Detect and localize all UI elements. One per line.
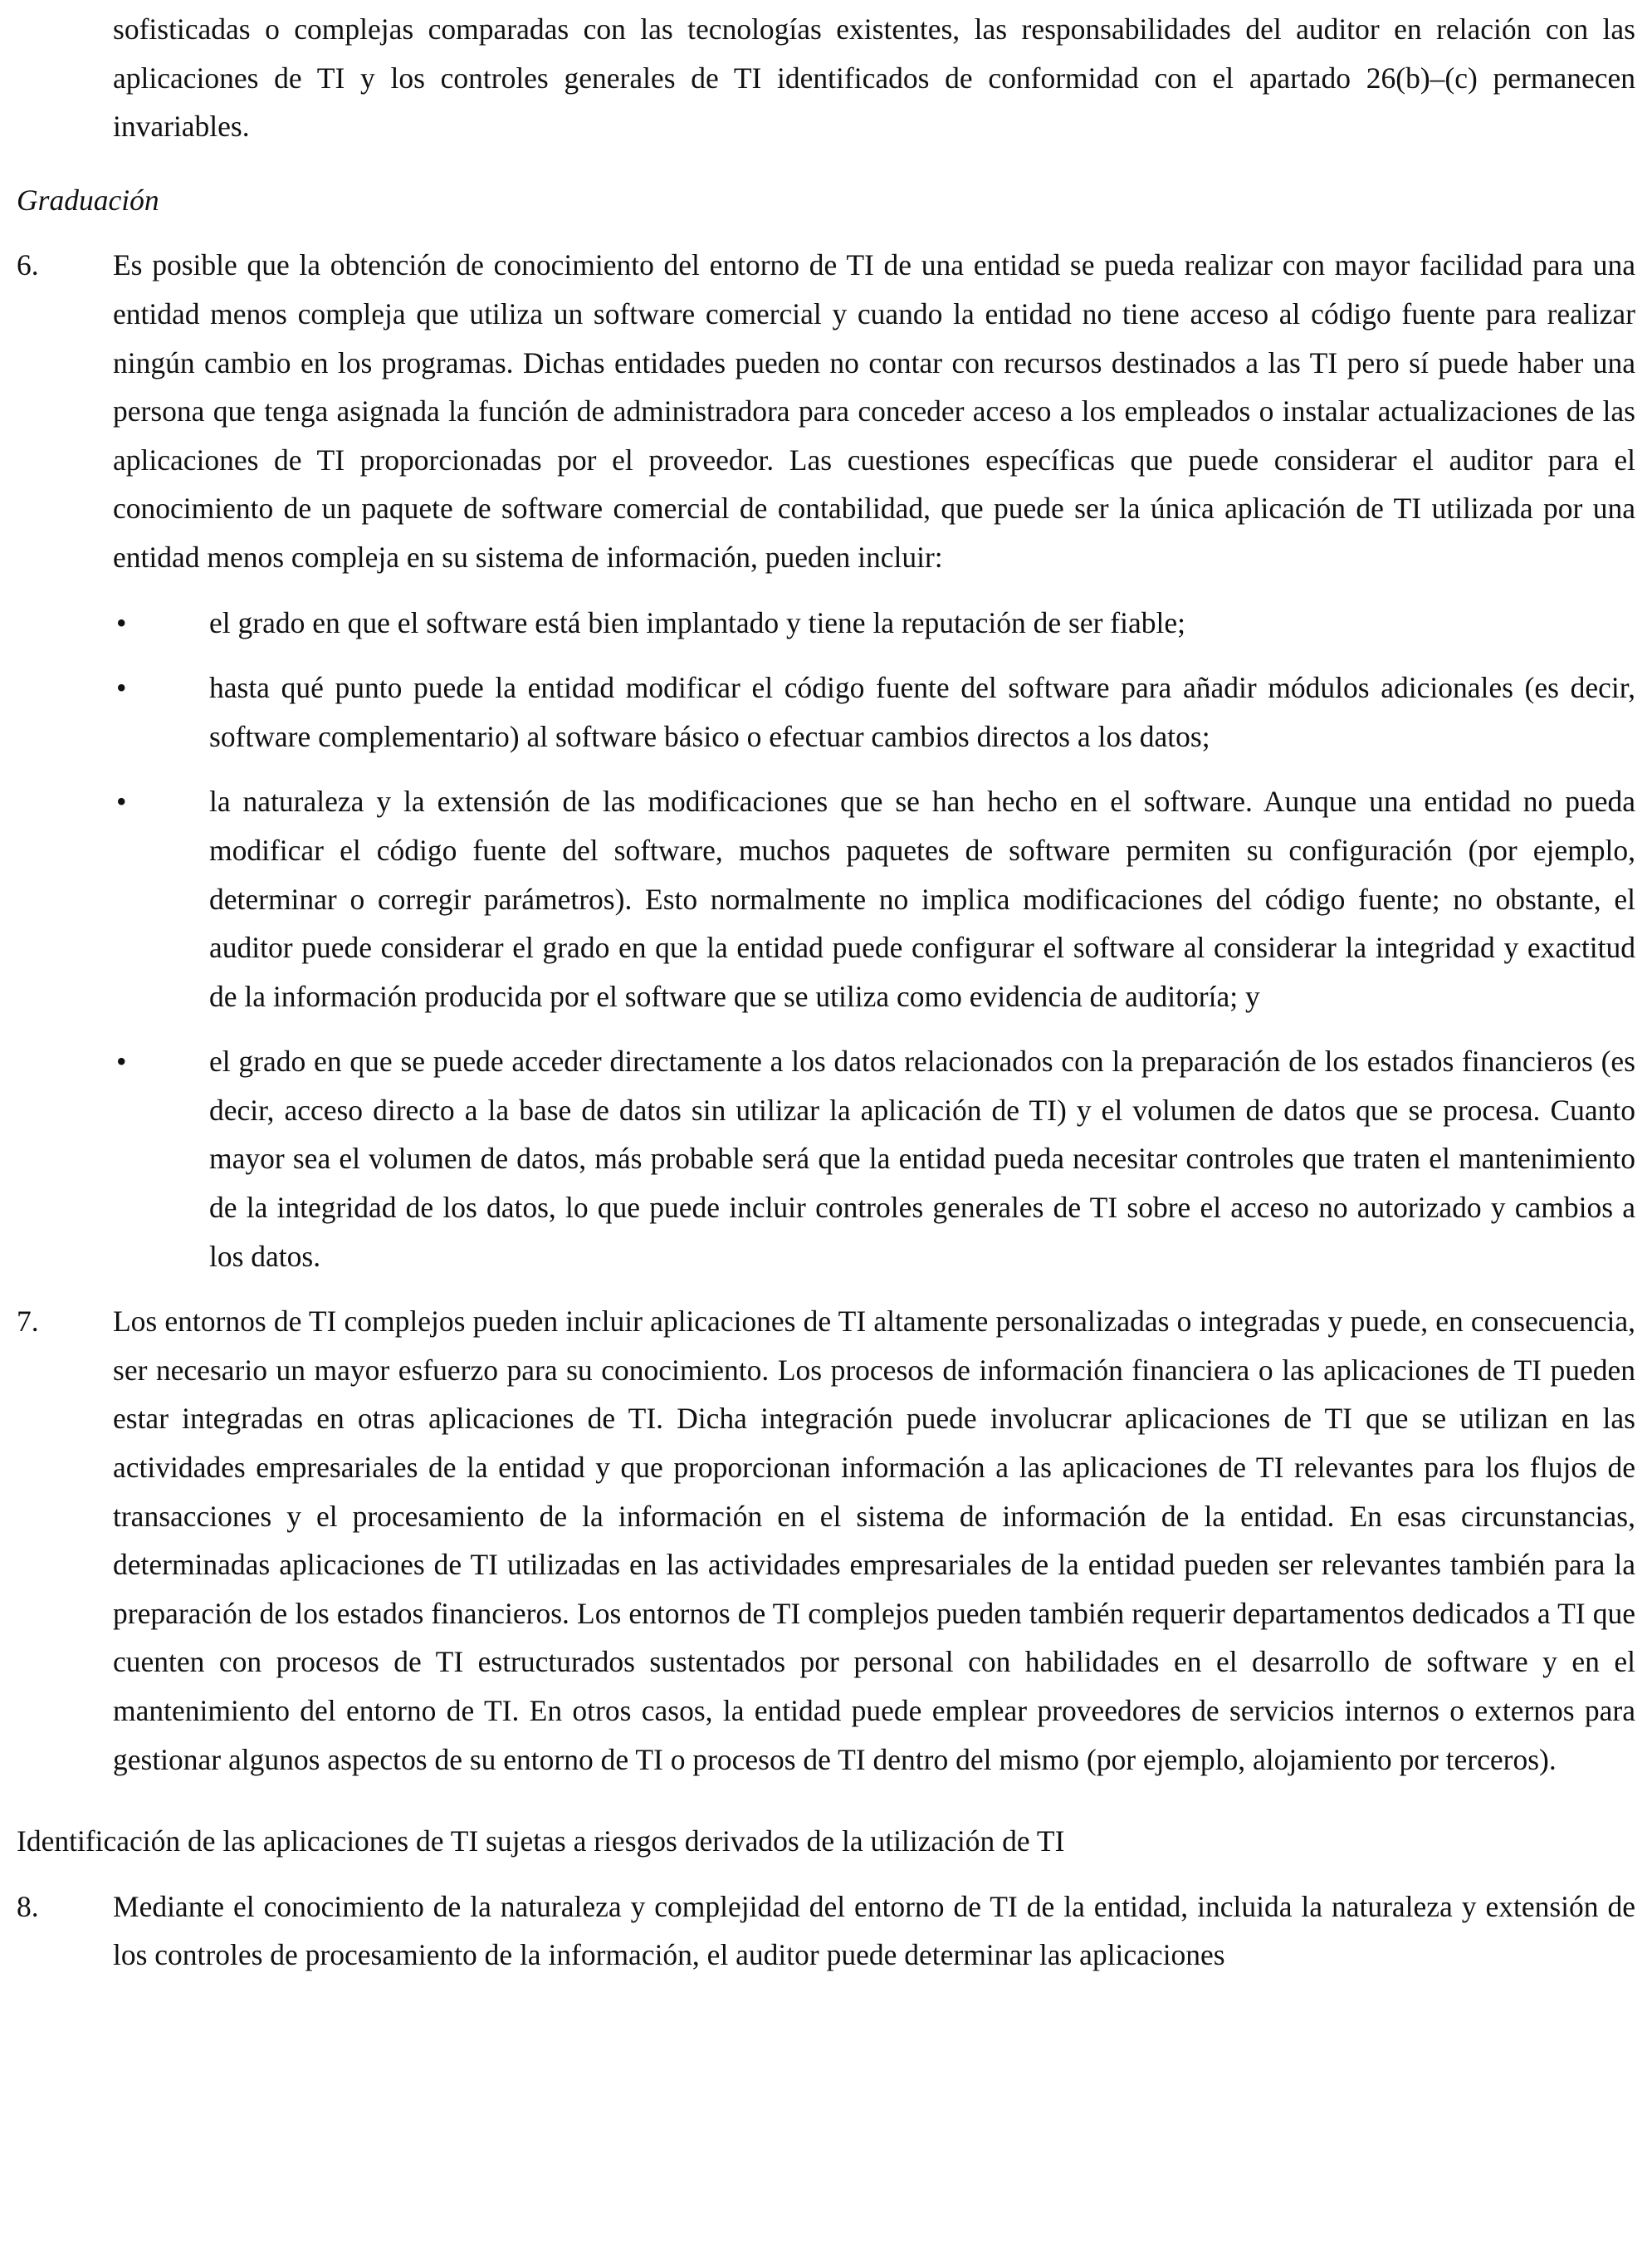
list-item <box>17 663 1635 761</box>
paragraph-number: 6. <box>17 248 39 282</box>
paragraph-text: Mediante el conocimiento de la naturaleza y complejidad del entorno de TI de la entidad, incluida la naturaleza y extensión de los controles de procesamiento de la información, el auditor puede determinar las aplicaciones <box>113 1889 1635 1972</box>
paragraph-7 <box>17 1297 1635 1784</box>
intro-continuation: sofisticadas o complejas comparadas con las tecnologías existentes, las responsabilidades del auditor en relación con las aplicaciones de TI y los controles generales de TI identificados de conformidad con el apartado 26(b)–(c) permanecen invariables. <box>113 12 1635 144</box>
list-item-text: la naturaleza y la extensión de las modificaciones que se han hecho en el software. Aunque una entidad no pueda modificar el código fuente del software, muchos paquetes de software permiten su configuración (por ejemplo, determinar o corregir parámetros). Esto normalmente no implica modificaciones del código fuente; no obstante, el auditor puede considerar el grado en que la entidad puede configurar el software al considerar la integridad y exactitud de la información producida por el software que se utiliza como evidencia de auditoría; y <box>209 785 1635 1013</box>
paragraph-number: 8. <box>17 1889 39 1923</box>
list-item-text: el grado en que el software está bien implantado y tiene la reputación de ser fiable; <box>209 605 1185 639</box>
paragraph-8 <box>17 1882 1635 1980</box>
bullet-icon: • <box>116 1045 127 1079</box>
paragraph-text: Es posible que la obtención de conocimiento del entorno de TI de una entidad se pueda realizar con mayor facilidad para una entidad menos compleja que utiliza un software comercial y cuando la entidad no tiene acceso al código fuente para realizar ningún cambio en los programas. Dichas entidades pueden no contar con recursos destinados a las TI pero sí puede haber una persona que tenga asignada la función de administradora para conceder acceso a los empleados o instalar actualizaciones de las aplicaciones de TI proporcionadas por el proveedor. Las cuestiones específicas que puede considerar el auditor para el conocimiento de un paquete de software comercial de contabilidad, que puede ser la única aplicación de TI utilizada por una entidad menos compleja en su sistema de información, pueden incluir: <box>113 248 1635 574</box>
list-item-text: el grado en que se puede acceder directamente a los datos relacionados con la preparación de los estados financieros (es decir, acceso directo a la base de datos sin utilizar la aplicación de TI) y el volumen de datos que se procesa. Cuanto mayor sea el volumen de datos, más probable será que la entidad pueda necesitar controles que traten el mantenimiento de la integridad de los datos, lo que puede incluir controles generales de TI sobre el acceso no autorizado y cambios a los datos. <box>209 1045 1635 1273</box>
paragraph-text: Los entornos de TI complejos pueden incluir aplicaciones de TI altamente personalizadas o integradas y puede, en consecuencia, ser necesario un mayor esfuerzo para su conocimiento. Los procesos de información financiera o las aplicaciones de TI pueden estar integradas en otras aplicaciones de TI. Dicha integración puede involucrar aplicaciones de TI que se utilizan en las actividades empresariales de la entidad y que proporcionan información a las aplicaciones de TI relevantes para los flujos de transacciones y el procesamiento de la información en el sistema de información de la entidad. En esas circunstancias, determinadas aplicaciones de TI utilizadas en las actividades empresariales de la entidad pueden ser relevantes también para la preparación de los estados financieros. Los entornos de TI complejos pueden también requerir departamentos dedicados a TI que cuenten con procesos de TI estructurados sustentados por personal con habilidades en el desarrollo de software y en el mantenimiento del entorno de TI. En otros casos, la entidad puede emplear proveedores de servicios internos o externos para gestionar algunos aspectos de su entorno de TI o procesos de TI dentro del mismo (por ejemplo, alojamiento por terceros). <box>113 1305 1635 1776</box>
section-heading-identificacion: Identificación de las aplicaciones de TI sujetas a riesgos derivados de la utilización de TI <box>17 1824 1065 1858</box>
list-item-text: hasta qué punto puede la entidad modificar el código fuente del software para añadir módulos adicionales (es decir, software complementario) al software básico o efectuar cambios directos a los datos; <box>209 671 1635 753</box>
bullet-icon: • <box>116 785 127 819</box>
list-item <box>17 599 1635 648</box>
section-heading-graduacion: Graduación <box>17 183 159 217</box>
list-item <box>17 777 1635 1021</box>
paragraph-number: 7. <box>17 1305 39 1339</box>
bullet-icon: • <box>116 671 127 705</box>
list-item <box>17 1037 1635 1280</box>
document-page <box>17 5 1635 1980</box>
bullet-icon: • <box>116 605 127 639</box>
paragraph-6 <box>17 241 1635 581</box>
